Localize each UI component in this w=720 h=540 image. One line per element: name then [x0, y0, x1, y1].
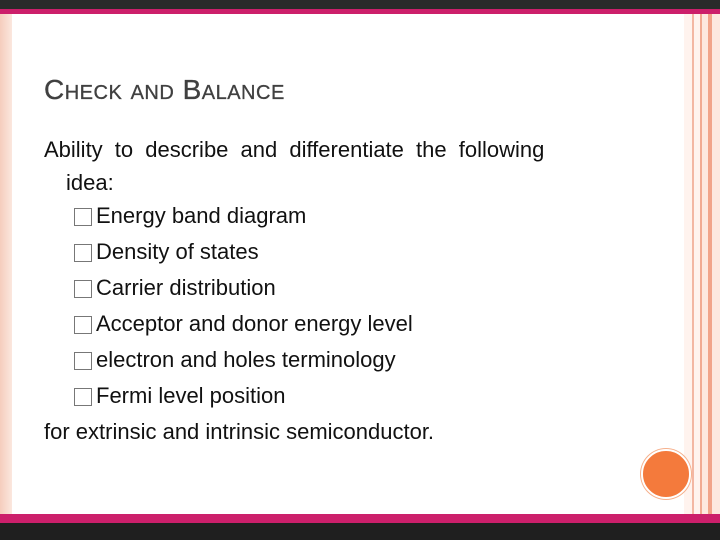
- intro-text-line2: idea:: [66, 170, 114, 195]
- intro-text-line1: Ability to describe and differentiate the following: [44, 137, 545, 162]
- list-item-label: Carrier distribution: [96, 275, 276, 300]
- bottom-border-bar: [0, 514, 720, 540]
- list-item: [74, 306, 624, 342]
- closing-text: for extrinsic and intrinsic semiconductor.: [44, 419, 435, 444]
- list-item-label: Acceptor and donor energy level: [96, 311, 413, 336]
- list-item: [74, 234, 624, 270]
- bottom-accent-stripe: [0, 514, 720, 523]
- right-decorative-strip: [684, 14, 720, 514]
- hollow-square-icon: [74, 280, 92, 298]
- hollow-square-icon: [74, 316, 92, 334]
- left-decorative-strip: [0, 14, 12, 514]
- hollow-square-icon: [74, 208, 92, 226]
- list-item: [74, 198, 624, 234]
- hollow-square-icon: [74, 244, 92, 262]
- hollow-square-icon: [74, 352, 92, 370]
- top-accent-stripe: [0, 9, 720, 14]
- top-border-bar: [0, 0, 720, 14]
- list-item: [74, 342, 624, 378]
- list-item: [74, 378, 624, 414]
- list-item-label: Energy band diagram: [96, 203, 307, 228]
- hollow-square-icon: [74, 388, 92, 406]
- list-item-label: Fermi level position: [96, 383, 286, 408]
- slide-body: [44, 132, 624, 450]
- idea-list: [44, 198, 624, 414]
- list-item-label: electron and holes terminology: [96, 347, 396, 372]
- slide-title: Check and Balance: [44, 74, 285, 105]
- orange-circle-decoration: [641, 449, 691, 499]
- list-item: [74, 270, 624, 306]
- list-item-label: Density of states: [96, 239, 259, 264]
